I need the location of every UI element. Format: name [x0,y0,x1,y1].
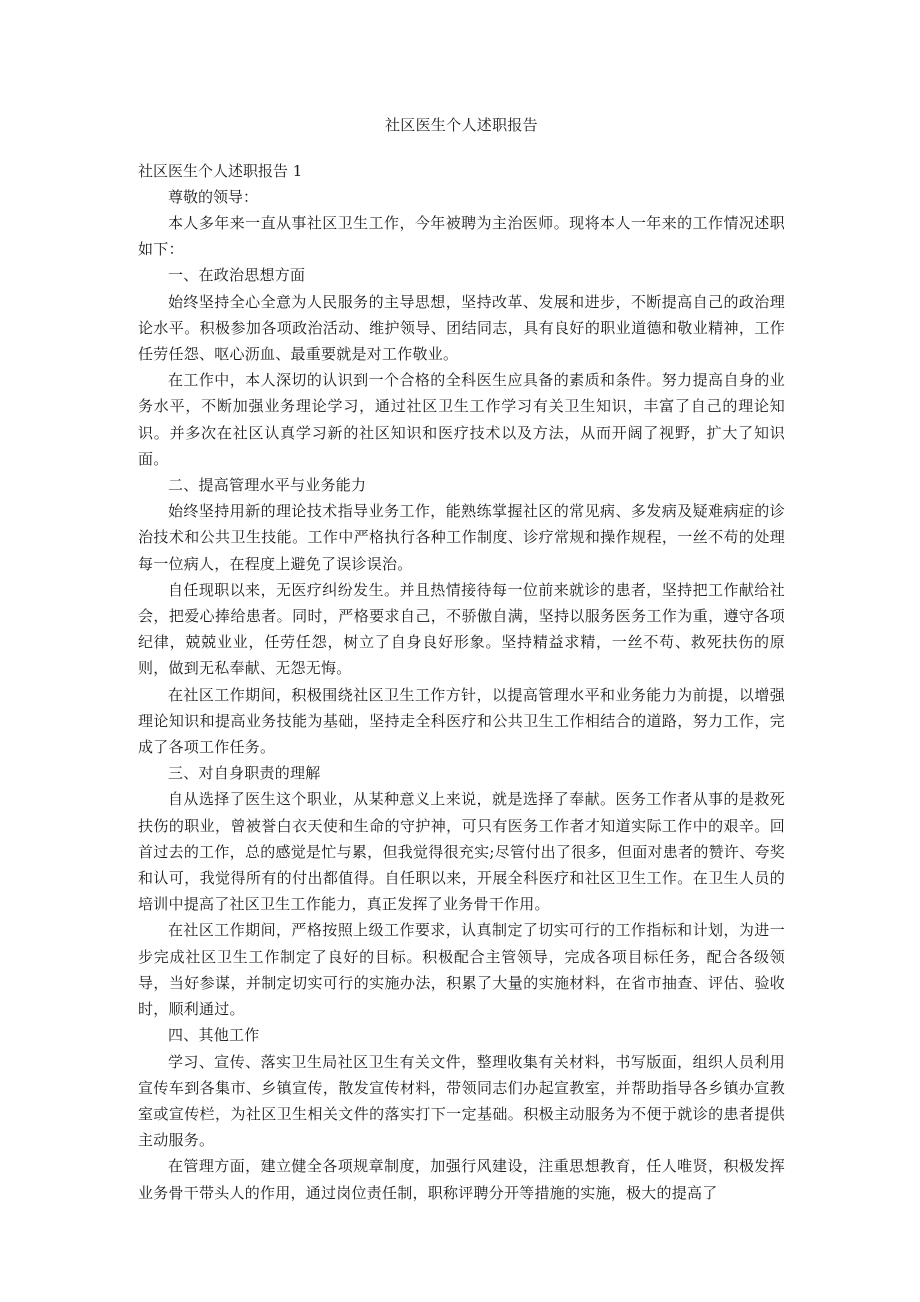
document-subtitle: 社区医生个人述职报告 1 [138,162,303,180]
section-heading-4: 四、其他工作 [168,1026,260,1045]
salutation: 尊敬的领导： [168,188,259,206]
paragraph: 始终坚持用新的理论技术指导业务工作，能熟练掌握社区的常见病、多发病及疑难病症的诊治技术和公共卫生技能。工作中严格执行各种工作制度、诊疗常规和操作规程，一丝不苟的处理每一位病人，在程度上避免了误诊误治。 [138,502,785,573]
paragraph: 学习、宣传、落实卫生局社区卫生有关文件，整理收集有关材料，书写版面，组织人员利用宣传车到各集市、乡镇宣传，散发宣传材料，带领同志们办起宣教室，并帮助指导各乡镇办宣教室或宣传栏，为社区卫生相关文件的落实打下一定基础。积极主动服务为不便于就诊的患者提供主动服务。 [138,1052,785,1150]
paragraph: 在工作中，本人深切的认识到一个合格的全科医生应具备的素质和条件。努力提高自身的业务水平，不断加强业务理论学习，通过社区卫生工作学习有关卫生知识，丰富了自己的理论知识。并多次在社区认真学习新的社区知识和医疗技术以及方法，从而开阔了视野，扩大了知识面。 [138,371,785,468]
paragraph: 在管理方面，建立健全各项规章制度，加强行风建设，注重思想教育，任人唯贤，积极发挥业务骨干带头人的作用，通过岗位责任制，职称评聘分开等措施的实施，极大的提高了 [138,1157,785,1202]
paragraph: 自从选择了医生这个职业，从某种意义上来说，就是选择了奉献。医务工作者从事的是救死扶伤的职业，曾被誉白衣天使和生命的守护神，可只有医务工作者才知道实际工作中的艰辛。回首过去的工作，总的感觉是忙与累，但我觉得很充实;尽管付出了很多，但面对患者的赞许、夸奖和认可，我觉得所有的付出都值得。自任职以来，开展全科医疗和社区卫生工作。在卫生人员的培训中提高了社区卫生工作能力，真正发挥了业务骨干作用。 [138,790,785,914]
section-heading-3: 三、对自身职责的理解 [168,764,321,783]
paragraph: 在社区工作期间，严格按照上级工作要求，认真制定了切实可行的工作指标和计划，为进一步完成社区卫生工作制定了良好的目标。积极配合主管领导，完成各项目标任务，配合各级领导，当好参谋，并制定切实可行的实施办法，积累了大量的实施材料，在省市抽查、评估、验收时，顺利通过。 [138,921,785,1019]
paragraph: 在社区工作期间，积极围绕社区卫生工作方针，以提高管理水平和业务能力为前提，以增强理论知识和提高业务技能为基础，坚持走全科医疗和公共卫生工作相结合的道路，努力工作，完成了各项工作任务。 [138,685,785,757]
paragraph: 始终坚持全心全意为人民服务的主导思想，坚持改革、发展和进步，不断提高自己的政治理论水平。积极参加各项政治活动、维护领导、团结同志，具有良好的职业道德和敬业精神，工作任劳任怨、呕心沥血、最重要就是对工作敬业。 [138,292,785,364]
section-heading-1: 一、在政治思想方面 [168,266,306,285]
paragraph: 自任现职以来，无医疗纠纷发生。并且热情接待每一位前来就诊的患者，坚持把工作献给社会，把爱心捧给患者。同时，严格要求自己，不骄傲自满，坚持以服务医务工作为重，遵守各项纪律，兢兢业业，任劳任怨，树立了自身良好形象。坚持精益求精，一丝不苟、救死扶伤的原则，做到无私奉献、无怨无悔。 [138,580,785,678]
section-heading-2: 二、提高管理水平与业务能力 [168,476,367,495]
document-title: 社区医生个人述职报告 [384,116,538,134]
paragraph-intro: 本人多年来一直从事社区卫生工作，今年被聘为主治医师。现将本人一年来的工作情况述职如下： [138,214,785,259]
